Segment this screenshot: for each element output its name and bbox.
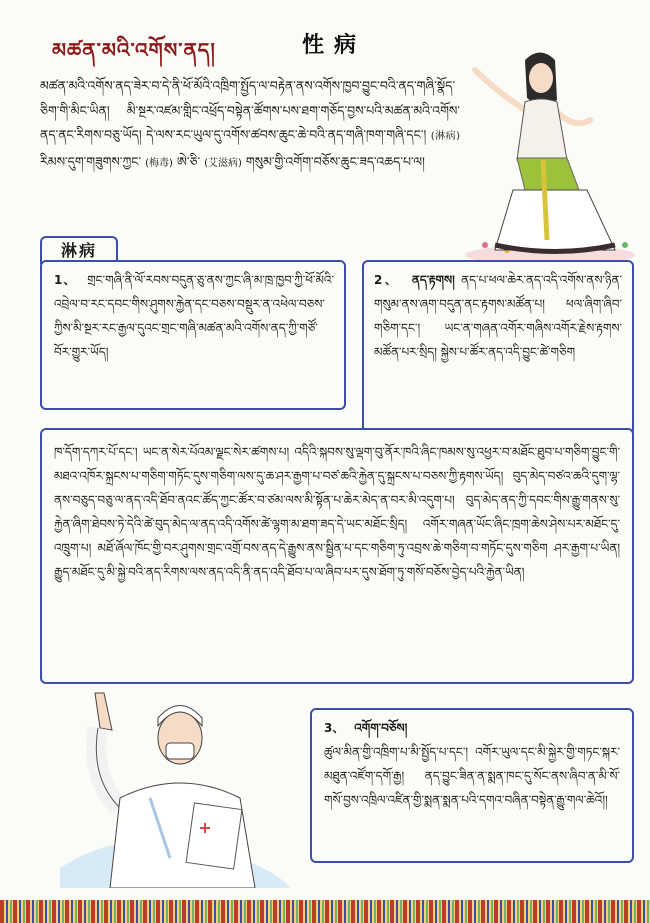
box-overview (40, 260, 346, 410)
box1-text: གྲང་གཞི་ནི་ལོ་རབས་བདུན་ཅུ་ནས་ཀྱང་ཞི་མ་ཁྲ་ཁྱབ་ཀྱི་ཕོ་མོའི་འབྲེལ་བ་རང་དབང་གིས་ཤུགས་རྐྱེན་དང་བཅས་བསྡུར་ན་འཕེལ་བཅས་ཀྱིས་མི་སྔར་རང་རྒྱལ་དུའང་གྲང་གཞི་མཚན་མའི་འགོས་ནད་ཀྱི་གཙོ་བོར་གྱུར་ཡོད། (54, 273, 334, 359)
intro-text-4: གསུམ་གྱི་འགོག་བཅོས་ཆུང་ཟད་འཆད་པ་ལ། (245, 153, 425, 169)
box2-title: ནད་རྟགས། (411, 273, 455, 287)
intro-note-aids: (艾滋病) (204, 157, 242, 169)
title-chinese: 性病 (302, 32, 367, 58)
box3-title: འགོག་བཅོས། (354, 721, 408, 735)
box2-number: 2、 (374, 273, 400, 287)
box2-text: ནད་པ་ཕལ་ཆེར་ནད་འདི་འགོས་ནས་ཉིན་གསུམ་ནས་ཞག་བདུན་ནང་རྟགས་མཚོན་པ། ཕལ་ཞིག་ཞིབ་གཅིག་དང་། ཡང་ན་གཞན་འགོར་གཞིས་འགོར་རྗེས་རྟགས་མཚོན་པར་སྲིད། སྐྱེས་པ་ཚོར་ནད་འདི་བྱུང་ཚེ་གཅིག (374, 273, 622, 359)
box3-text: ཚུལ་མིན་གྱི་འཁྲིག་པ་མི་སྤྱོད་པ་དང་། འགོར་ཡུལ་དང་མི་སྐྱེར་གྱི་གཏང་སྐར་མཐུན་འཛོག་དགོ་རྒྱ། ནད་བྱུང་ཟིན་ན་སྨན་ཁང་དུ་སོང་ནས་ཞིབ་ན་མི་སོ་གསོ་བྱས་འཁྲིལ་འཛིན་གྱི་སྨན་སྨན་པའི་དགའ་བཞིན་བསྟེན་རྒྱུ་གལ་ཆེའོ།། (324, 745, 620, 807)
intro-text: མཚན་མའི་འགོས་ནད་ཟེར་བ་དེ་ནི་ཕོ་མོའི་འཁྲིག་སྤྱོད་ལ་བརྟེན་ནས་འགོས་ཁྱབ་བྱུང་བའི་ནད་གཞི་སྣོད་ཅིག་གི་མིང་ཡིན། མི་སྔར་འཛམ་གླིང་འཕྲོད་བསྟེན་ཚོགས་པས་ཐག་གཅོད་བྱས་པའི་མཚན་མའི་འགོས་ནད་ནང་རིགས་བཅུ་ཡོད། དེ་ལས་རང་ཡུལ་དུ་འགོས་ཚབས་ཆུང་ཆེ་བའི་ནད་གཞི་ཁག་གཞི་དང་། (40, 78, 460, 142)
main-text: ཁ་དོག་དཀར་པོ་དང་། ཡང་ན་སེར་པོའམ་ལྗང་སེར་ཚགས་པ། འདིའི་སྐབས་སུ་ལྡག་བུ་ནོར་ཁའི་ཞིང་ཁམས་སུ་འཕྱར་བ་མཐོང་ཐུབ་པ་གཅིག་བྱུང་གི་མཐའ་འཁོར་སྐྲངས་པ་གཅིག་གཏོང་དུས་གཅིག་ལས་དུ་ཆ་ཤར་རྒྱག་པ་བཙ་ཆའི་རྐྱེན་དུ་སྐྲངས་པ་བཅས་ཀྱི་རྟགས་ཡོད། བུད་མེད་བཙའ་ཆའི་དུག་ལྷ་ནས་བཅུད་བཅུ་ལ་ནད་འདི་ཐོབ་ནའང་ཚོད་ཀྱང་ཚོར་བ་ཙམ་ལས་མི་སྟོན་པ་ཆེར་མེད་ན་བར་མི་འདུག་པ། བུད་མེད་ནད་ཀྱི་དབང་གིས་རྒྱུ་གནས་སུ་རྐྱེན་ཞིག་ཐེབས་ཏེ་དེའི་ཚེ་བུད་མེད་ལ་ནད་འདི་འགོས་ཚེ་ལྷག་མ་ཐག་ཟད་དེ་ཡང་མཐོང་སྲིད། འགོར་གཞན་ཡོང་ཞིང་ཁྲག་ཆེས་ཤེས་པར་མཐོང་དུ་འཁྲུག་པ། མཐོ་ཞོལ་ཁོང་གྱི་བར་ཤུགས་གྲང་འགྲོ་བས་ནད་དེ་རྒྱུས་ནས་སྦྱིན་པ་དང་གཅིག་ཏུ་འབྲས་ཆེ་གཅིག་བ་གཏོང་དུས་གཅིག ཤར་རྒྱག་པ་ཡིན། རྒྱུད་མཐོང་དུ་མི་སྐྱེ་བའི་ནད་རིགས་ལས་ནད་འདི་ནི་ནད་འདི་ཐོབ་པ་ལ་ཞིབ་པར་དུས་ཐོག་ཏུ་གསོ་བཅོས་བྱེད་པའི་རྐྱེན་ཡིན། (54, 445, 620, 579)
section-label: 淋病 (60, 241, 97, 260)
box3-number: 3、 (324, 721, 345, 735)
box-prevention (310, 708, 634, 863)
title-tibetan: མཚན་མའི་འགོས་ནད། (52, 38, 216, 62)
intro-paragraph (40, 74, 460, 176)
intro-note-syphilis: (梅毒) (145, 157, 173, 169)
dancer-illustration (455, 40, 645, 265)
box-symptoms (362, 260, 634, 436)
page-title (52, 28, 432, 62)
intro-text-3: ཨེ་ཅི་ (176, 153, 201, 169)
decorative-border (0, 900, 650, 923)
box-symptoms-detail (40, 428, 634, 684)
doctor-illustration (40, 688, 300, 888)
box1-number: 1、 (54, 273, 77, 287)
intro-note-gonorrhea: (淋病) (430, 131, 460, 142)
intro-text-2: རིམས་དུག་གཟུགས་ཀྱང་ (40, 153, 142, 169)
